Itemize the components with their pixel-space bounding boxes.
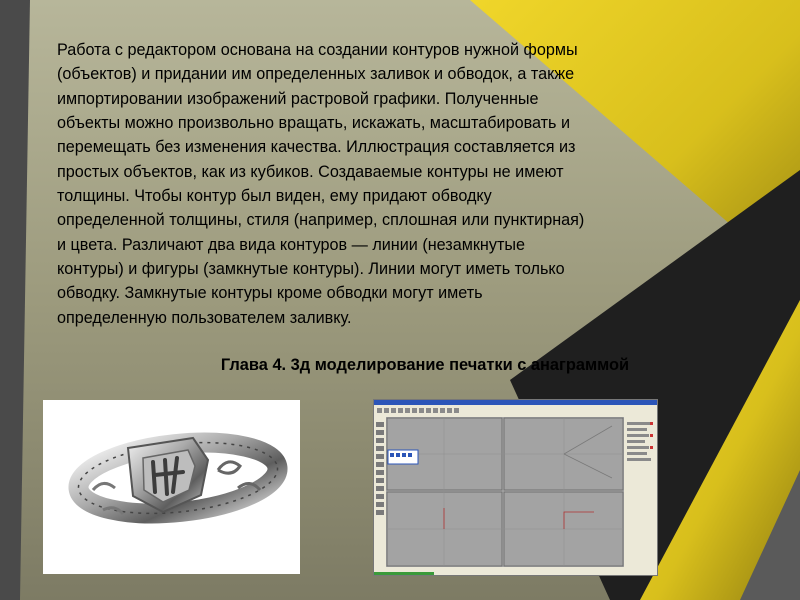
ring-render-icon xyxy=(43,400,300,574)
chapter-title: Глава 4. 3д моделирование печатки с анаграммой xyxy=(220,356,630,374)
cad-window-icon xyxy=(374,400,657,575)
body-paragraph: Работа с редактором основана на создании контуров нужной формы (объектов) и придании им определенных заливок и обводок, а также импортировании изображений растровой графики. Полученные объекты можно произвольно вращать, искажать, масштабировать и перемещать без изменения качества. Иллюстрация составляется из простых объектов, как из кубиков. Создаваемые контуры не имеют толщины. Чтобы контур был виден, ему придают обводку определенной толщины, стиля (например, сплошная или пунктирная) и цвета. Различают два вида контуров — линии (незамкнутые контуры) и фигуры (замкнутые контуры). Линии могут иметь только обводку. Замкнутые контуры кроме обводки могут иметь определенную пользователем заливку. xyxy=(57,41,585,327)
cad-screenshot xyxy=(373,399,658,576)
ring-photo xyxy=(43,400,300,574)
